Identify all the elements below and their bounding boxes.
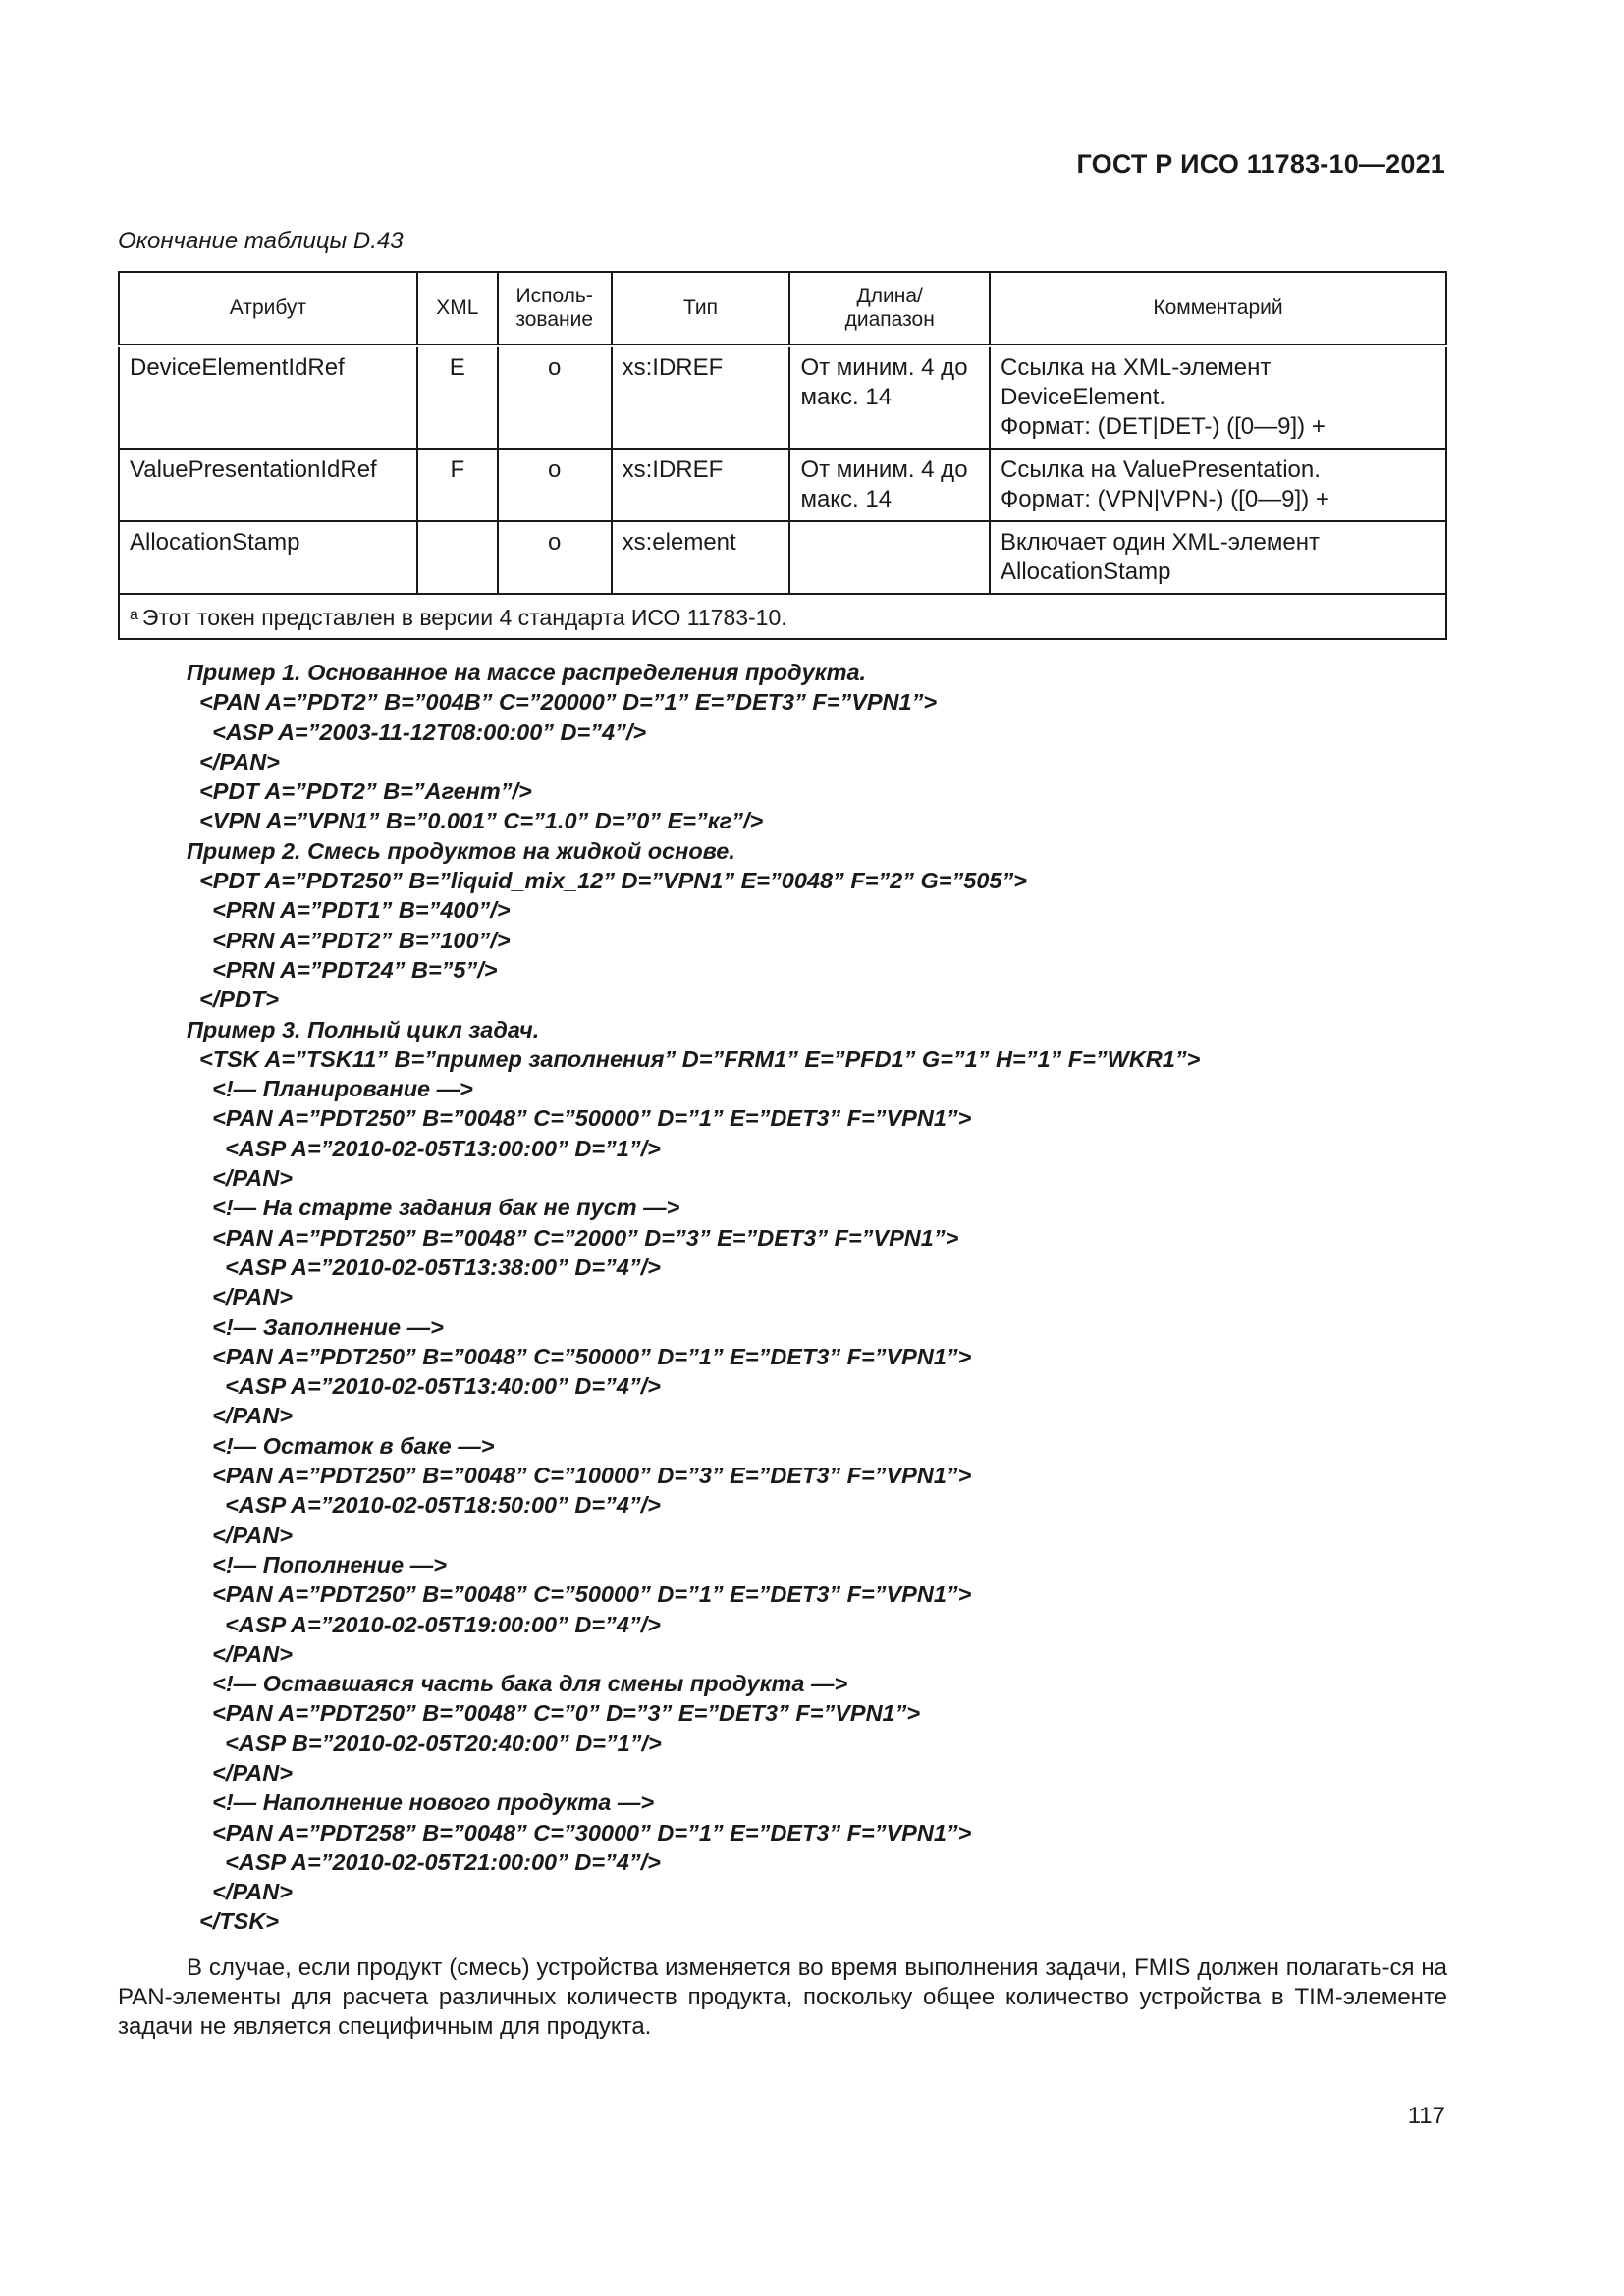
- code-line: <ASP A=”2003-11-12T08:00:00” D=”4”/>: [187, 719, 647, 745]
- document-standard-header: ГОСТ Р ИСО 11783-10—2021: [1076, 149, 1445, 179]
- cell-attribute: ValuePresentationIdRef: [119, 449, 417, 521]
- code-line: <!— Пополнение —>: [187, 1551, 447, 1577]
- xml-examples-block: [187, 658, 1200, 1937]
- code-line: <ASP A=”2010-02-05T13:38:00” D=”4”/>: [187, 1254, 661, 1280]
- code-line: <PRN A=”PDT2” B=”100”/>: [187, 927, 511, 953]
- cell-comment: Ссылка на ValuePresentation. Формат: (VPN|VPN-) ([0—9]) +: [990, 449, 1446, 521]
- cell-xml: F: [417, 449, 498, 521]
- cell-type: xs:IDREF: [612, 346, 790, 449]
- code-line: <ASP B=”2010-02-05T20:40:00” D=”1”/>: [187, 1730, 662, 1756]
- footnote-marker: a: [130, 607, 138, 623]
- column-header-comment: Комментарий: [990, 272, 1446, 346]
- column-header-attribute: Атрибут: [119, 272, 417, 346]
- column-header-range: Длина/ диапазон: [789, 272, 990, 346]
- cell-usage: o: [498, 346, 612, 449]
- column-header-usage: Исполь- зование: [498, 272, 612, 346]
- code-line: <PAN A=”PDT250” B=”0048” C=”50000” D=”1” E=”DET3” F=”VPN1”>: [187, 1105, 972, 1132]
- code-line: <!— Оставшаяся часть бака для смены продукта —>: [187, 1671, 848, 1697]
- code-line: </PAN>: [187, 1165, 293, 1192]
- code-line: <!— Заполнение —>: [187, 1313, 444, 1340]
- code-line: <ASP A=”2010-02-05T21:00:00” D=”4”/>: [187, 1848, 661, 1875]
- code-line: <PDT A=”PDT250” B=”liquid_mix_12” D=”VPN1” E=”0048” F=”2” G=”505”>: [187, 868, 1027, 894]
- cell-attribute: DeviceElementIdRef: [119, 346, 417, 449]
- code-line: </PAN>: [187, 1879, 293, 1905]
- table-row: [119, 521, 1446, 594]
- code-line: <ASP A=”2010-02-05T18:50:00” D=”4”/>: [187, 1492, 661, 1519]
- code-line: <!— Наполнение нового продукта —>: [187, 1789, 655, 1816]
- footnote-text: Этот токен представлен в версии 4 стандарта ИСО 11783-10.: [141, 605, 787, 630]
- code-line: <TSK A=”TSK11” B=”пример заполнения” D=”FRM1” E=”PFD1” G=”1” H=”1” F=”WKR1”>: [187, 1045, 1201, 1072]
- table-footnote: [119, 594, 1446, 639]
- cell-range: От миним. 4 до макс. 14: [789, 346, 990, 449]
- table-caption: Окончание таблицы D.43: [118, 228, 404, 254]
- code-line: <ASP A=”2010-02-05T13:40:00” D=”4”/>: [187, 1373, 661, 1400]
- code-line: </PAN>: [187, 1403, 293, 1429]
- code-line: </PAN>: [187, 1759, 293, 1786]
- cell-range: От миним. 4 до макс. 14: [789, 449, 990, 521]
- attribute-table: [118, 271, 1447, 640]
- code-line: </PAN>: [187, 1522, 293, 1548]
- cell-comment: Включает один XML-элемент AllocationStamp: [990, 521, 1446, 594]
- code-line: </PAN>: [187, 1284, 293, 1310]
- code-line: <ASP A=”2010-02-05T13:00:00” D=”1”/>: [187, 1135, 661, 1161]
- code-line: <!— Остаток в баке —>: [187, 1432, 495, 1459]
- code-line: <PAN A=”PDT250” B=”0048” C=”0” D=”3” E=”DET3” F=”VPN1”>: [187, 1700, 921, 1727]
- code-line: </PAN>: [187, 748, 280, 774]
- code-line: <PAN A=”PDT250” B=”0048” C=”50000” D=”1” E=”DET3” F=”VPN1”>: [187, 1343, 972, 1369]
- cell-comment: Ссылка на XML-элемент DeviceElement. Формат: (DET|DET-) ([0—9]) +: [990, 346, 1446, 449]
- cell-type: xs:IDREF: [612, 449, 790, 521]
- cell-range: [789, 521, 990, 594]
- table-row: [119, 346, 1446, 449]
- column-header-type: Тип: [612, 272, 790, 346]
- code-line: <PAN A=”PDT2” B=”004B” C=”20000” D=”1” E=”DET3” F=”VPN1”>: [187, 689, 938, 716]
- code-line: <PDT A=”PDT2” B=”Агент”/>: [187, 778, 532, 805]
- cell-xml: E: [417, 346, 498, 449]
- code-line: <ASP A=”2010-02-05T19:00:00” D=”4”/>: [187, 1611, 661, 1637]
- table-row: [119, 449, 1446, 521]
- code-line: Пример 1. Основанное на массе распределения продукта.: [187, 660, 867, 685]
- code-line: </PAN>: [187, 1640, 293, 1667]
- code-line: </PDT>: [187, 987, 280, 1013]
- code-line: Пример 2. Смесь продуктов на жидкой основе.: [187, 837, 735, 864]
- code-line: <PAN A=”PDT250” B=”0048” C=”2000” D=”3” E=”DET3” F=”VPN1”>: [187, 1224, 959, 1251]
- body-paragraph: В случае, если продукт (смесь) устройства изменяется во время выполнения задачи, FMIS должен полагать-ся на PAN-элементы для расчета различных количеств продукта, поскольку общее количество устройства в TIM-элементе задачи не является специфичным для продукта.: [118, 1954, 1447, 2040]
- cell-usage: o: [498, 449, 612, 521]
- code-line: Пример 3. Полный цикл задач.: [187, 1016, 540, 1042]
- table-footnote-row: [119, 594, 1446, 639]
- code-line: <VPN A=”VPN1” B=”0.001” C=”1.0” D=”0” E=”кг”/>: [187, 808, 764, 834]
- column-header-xml: XML: [417, 272, 498, 346]
- cell-type: xs:element: [612, 521, 790, 594]
- cell-attribute: AllocationStamp: [119, 521, 417, 594]
- cell-usage: o: [498, 521, 612, 594]
- code-line: <PAN A=”PDT258” B=”0048” C=”30000” D=”1” E=”DET3” F=”VPN1”>: [187, 1819, 972, 1845]
- table-header-row: [119, 272, 1446, 346]
- code-line: <PAN A=”PDT250” B=”0048” C=”50000” D=”1” E=”DET3” F=”VPN1”>: [187, 1581, 972, 1608]
- page-number: 117: [1407, 2103, 1445, 2129]
- code-line: <!— На старте задания бак не пуст —>: [187, 1195, 680, 1221]
- code-line: </TSK>: [187, 1908, 280, 1935]
- code-line: <PRN A=”PDT24” B=”5”/>: [187, 956, 498, 983]
- code-line: <PAN A=”PDT250” B=”0048” C=”10000” D=”3” E=”DET3” F=”VPN1”>: [187, 1463, 972, 1489]
- cell-xml: [417, 521, 498, 594]
- code-line: <!— Планирование —>: [187, 1076, 473, 1102]
- code-line: <PRN A=”PDT1” B=”400”/>: [187, 897, 511, 924]
